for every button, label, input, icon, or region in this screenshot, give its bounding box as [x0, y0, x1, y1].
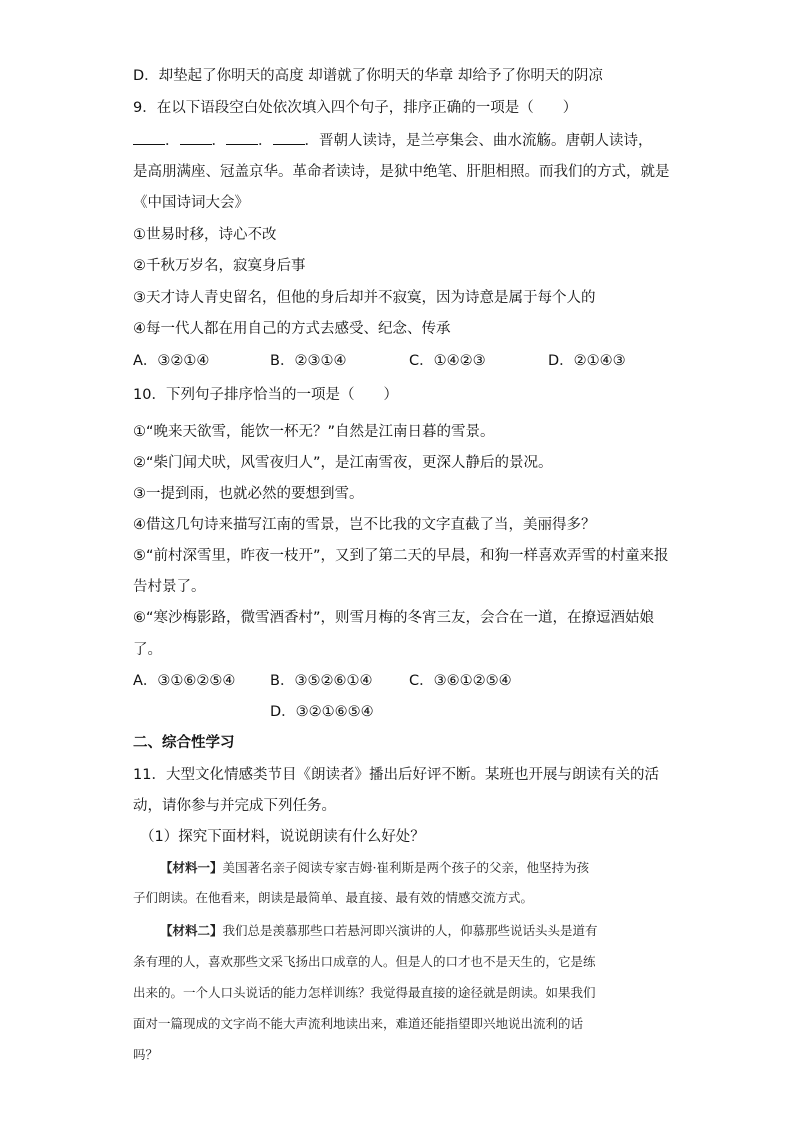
blank-3	[226, 130, 258, 145]
q11-stem-line-2: 动，请你参与并完成下列任务。	[133, 798, 336, 814]
material-2-line-1: 【材料二】我们总是羡慕那些口若悬河即兴演讲的人，仰慕那些说话头头是道有	[160, 923, 598, 938]
q10-sentence-6-line-1: ⑥“寒沙梅影路，微雪酒香村”，则雪月梅的冬宵三友，会合在一道，在撩逗酒姑娘	[133, 610, 655, 626]
q9-item-4: ④每一代人都在用自己的方式去感受、纪念、传承	[133, 321, 451, 337]
q10-stem: 10．下列句子排序恰当的一项是（ ）	[133, 387, 398, 403]
material-2-line-2: 条有理的人，喜欢那些文采飞扬出口成章的人。但是人的口才也不是天生的，它是练	[133, 954, 596, 969]
material-1-line-2: 子们朗读。在他看来，朗读是最简单、最直接、最有效的情感交流方式。	[133, 890, 534, 905]
q10-option-c: C．③⑥①②⑤④	[409, 673, 512, 689]
q9-passage-line-3: 《中国诗词大会》	[133, 195, 249, 211]
q10-sentence-4: ④借这几句诗来描写江南的雪景，岂不比我的文字直截了当，美丽得多？	[133, 517, 596, 533]
section-title: 二、综合性学习	[133, 735, 235, 751]
prev-question-option-d: D．却垫起了你明天的高度 却谱就了你明天的华章 却给予了你明天的阴凉	[133, 68, 603, 84]
q10-sentence-5-line-1: ⑤“前村深雪里，昨夜一枝开”，又到了第二天的早晨，和狗一样喜欢弄雪的村童来报	[133, 548, 669, 564]
material-1-line-1: 【材料一】美国著名亲子阅读专家吉姆·崔利斯是两个孩子的父亲，他坚持为孩	[160, 860, 589, 875]
blank-2	[180, 130, 212, 145]
q11-stem-line-1: 11．大型文化情感类节目《朗读者》播出后好评不断。某班也开展与朗读有关的活	[133, 767, 659, 783]
q9-option-b: B．②③①④	[270, 353, 347, 369]
q10-sentence-3: ③一提到雨，也就必然的要想到雪。	[133, 486, 364, 502]
q9-passage-line-1: ． ． ． ．晋朝人读诗，是兰亭集会、曲水流觞。唐朝人读诗，	[133, 130, 653, 151]
q9-item-3: ③天才诗人青史留名，但他的身后却并不寂寞，因为诗意是属于每个人的	[133, 290, 596, 306]
q9-option-a: A．③②①④	[133, 353, 210, 369]
q9-stem: 9．在以下语段空白处依次填入四个句子，排序正确的一项是（ ）	[133, 100, 578, 116]
q10-sentence-5-line-2: 告村景了。	[133, 579, 206, 595]
blank-1	[133, 130, 165, 145]
q10-option-a: A．③①⑥②⑤④	[133, 673, 236, 689]
q9-item-1: ①世易时移，诗心不改	[133, 227, 277, 243]
material-2-line-5: 吗？	[133, 1047, 159, 1062]
blank-4	[273, 130, 305, 145]
q9-option-c: C．①④②③	[409, 353, 486, 369]
q10-option-d: D．③②①⑥⑤④	[270, 704, 374, 720]
q10-sentence-1: ①“晚来天欲雪，能饮一杯无？”自然是江南日暮的雪景。	[133, 424, 495, 440]
q11-subquestion-1: （1）探究下面材料，说说朗读有什么好处？	[140, 829, 425, 845]
material-2-line-3: 出来的。一个人口头说话的能力怎样训练？我觉得最直接的途径就是朗读。如果我们	[133, 985, 596, 1000]
q9-option-d: D．②①④③	[548, 353, 626, 369]
q10-sentence-6-line-2: 了。	[133, 642, 162, 658]
q10-option-b: B．③⑤②⑥①④	[270, 673, 373, 689]
q9-item-2: ②千秋万岁名，寂寞身后事	[133, 258, 306, 274]
q9-passage-line-2: 是高朋满座、冠盖京华。革命者读诗，是狱中绝笔、肝胆相照。而我们的方式，就是	[133, 164, 670, 180]
material-2-line-4: 面对一篇现成的文字尚不能大声流利地读出来，难道还能指望即兴地说出流利的话	[133, 1016, 584, 1031]
q10-sentence-2: ②“柴门闻犬吠，风雪夜归人”，是江南雪夜，更深人静后的景况。	[133, 455, 553, 471]
